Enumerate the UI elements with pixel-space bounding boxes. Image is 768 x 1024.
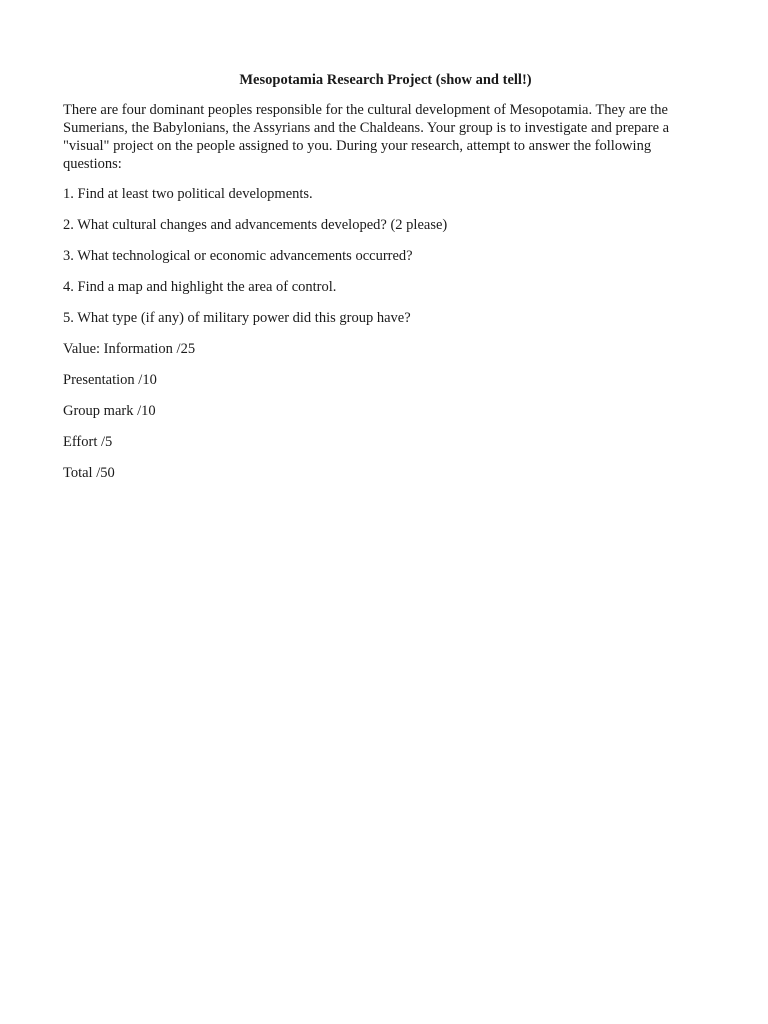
mark-item: Group mark /10 (63, 403, 156, 419)
intro-paragraph (63, 101, 708, 173)
mark-item: Presentation /10 (63, 372, 157, 388)
question-list (63, 185, 708, 328)
question-item: 5. What type (if any) of military power did this group have? (63, 310, 411, 326)
intro-line: "visual" project on the people assigned to you. During your research, attempt to answer the following (63, 138, 652, 154)
marking-scheme (63, 340, 708, 483)
question-item: 3. What technological or economic advancements occurred? (63, 248, 413, 264)
question-item: 4. Find a map and highlight the area of control. (63, 279, 337, 295)
intro-line: There are four dominant peoples responsible for the cultural development of Mesopotamia. They are the (63, 102, 668, 118)
intro-line: Sumerians, the Babylonians, the Assyrians and the Chaldeans. Your group is to investigate and prepare a (63, 120, 670, 136)
document-title: Mesopotamia Research Project (show and tell!) (239, 72, 532, 88)
mark-item: Total /50 (63, 465, 115, 481)
intro-line: questions: (63, 156, 122, 172)
question-item: 2. What cultural changes and advancements developed? (2 please) (63, 217, 448, 233)
mark-item: Effort /5 (63, 434, 113, 450)
question-item: 1. Find at least two political developments. (63, 186, 313, 202)
mark-item: Value: Information /25 (63, 341, 196, 357)
